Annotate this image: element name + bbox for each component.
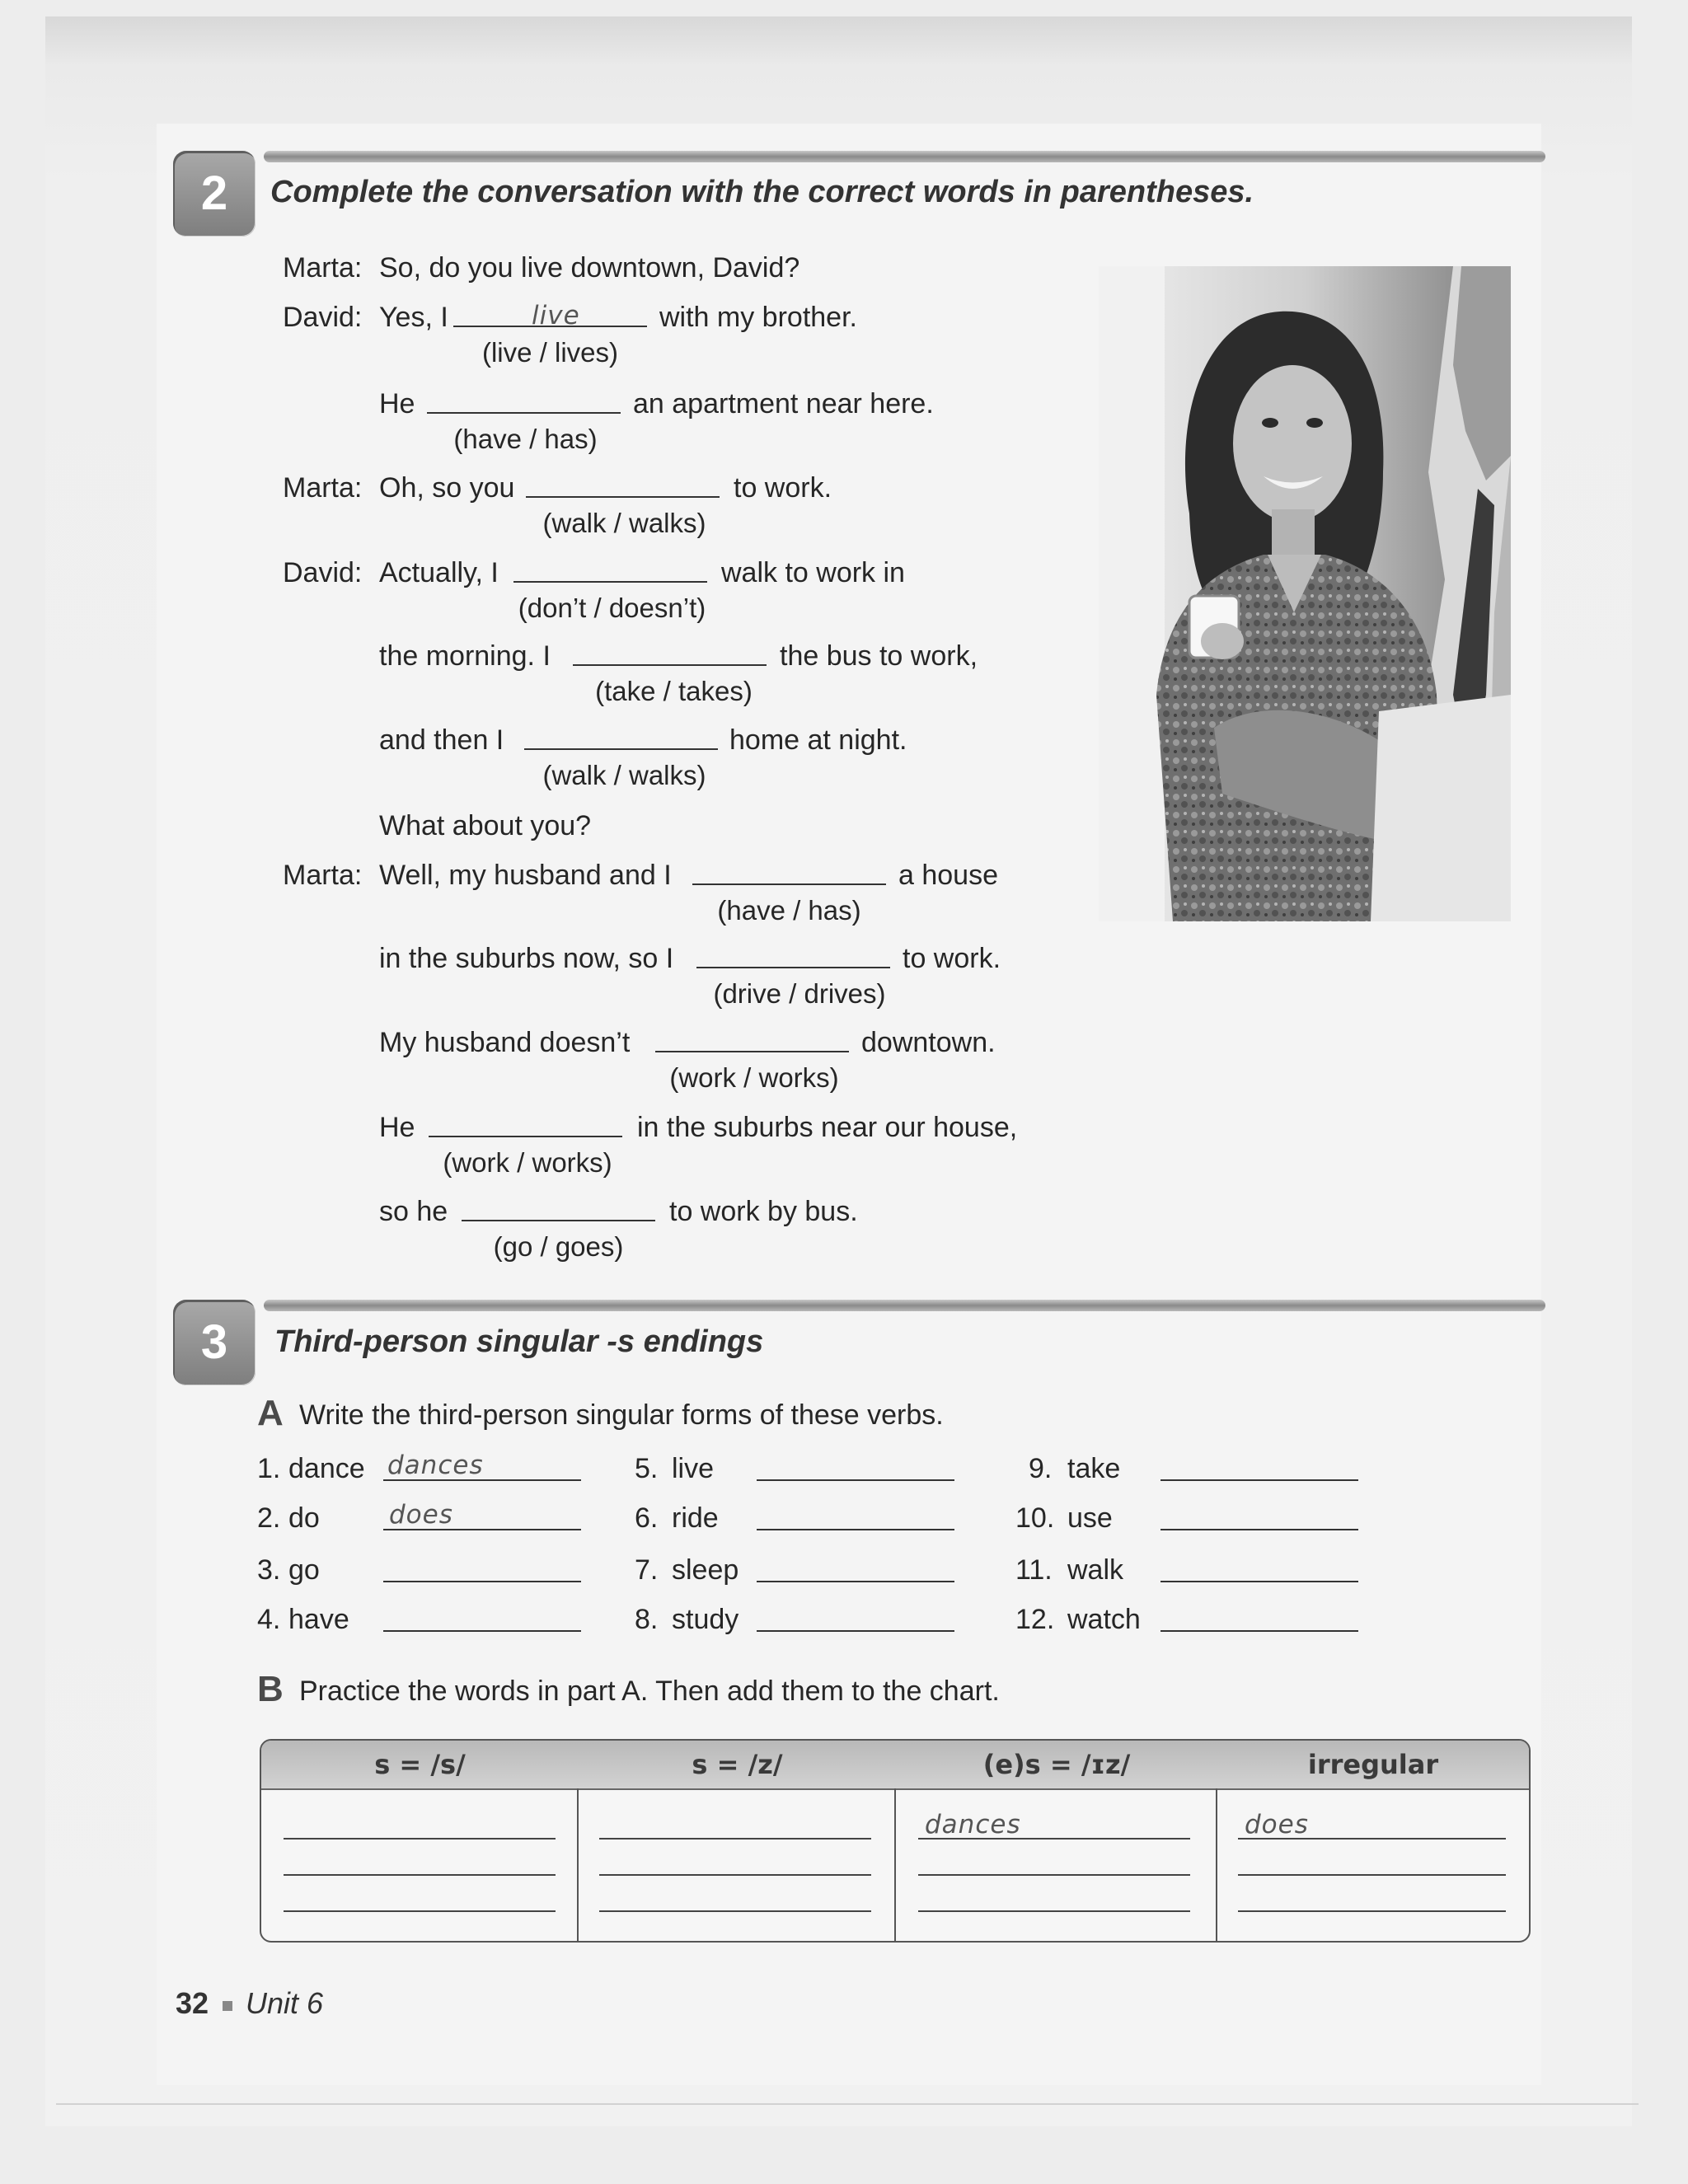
page-number: 32 — [176, 1986, 209, 2020]
choice-options: (live / lives) — [481, 337, 619, 368]
choice-options: (walk / walks) — [542, 760, 706, 790]
chart-column-header: s = /s/ — [374, 1749, 466, 1780]
line-text: Well, my husband and I — [379, 860, 672, 891]
verb-word: sleep — [672, 1554, 739, 1586]
line-text: Oh, so you — [379, 472, 515, 504]
section-3-title: Third-person singular -s endings — [274, 1324, 764, 1359]
speaker-label: David: — [283, 302, 363, 333]
verb-answer-blank[interactable] — [757, 1479, 954, 1481]
section-3-rule — [264, 1300, 1545, 1311]
verb-answer-blank[interactable] — [1160, 1529, 1358, 1530]
handwritten-chart-entry: dances — [925, 1810, 1021, 1840]
part-a-letter: A — [257, 1393, 284, 1433]
line-text: walk to work in — [721, 557, 905, 588]
line-text: downtown. — [861, 1027, 996, 1058]
handwritten-chart-entry: does — [1245, 1810, 1309, 1840]
chart-column-divider — [894, 1788, 896, 1941]
verb-word: take — [1067, 1453, 1121, 1484]
line-text: home at night. — [729, 724, 907, 756]
line-text: Yes, I — [379, 302, 448, 333]
verb-number: 5. — [635, 1453, 659, 1484]
chart-column-header: s = /z/ — [692, 1749, 783, 1780]
line-text: the bus to work, — [780, 640, 978, 672]
chart-column-header: irregular — [1307, 1749, 1439, 1780]
answer-blank[interactable] — [513, 581, 707, 583]
verb-word: have — [288, 1604, 349, 1635]
part-a-instruction: Write the third-person singular forms of these verbs. — [299, 1399, 944, 1431]
speaker-label: David: — [283, 557, 363, 588]
verb-number: 4. — [257, 1604, 281, 1635]
line-text: in the suburbs near our house, — [637, 1112, 1018, 1143]
verb-number: 10. — [1015, 1502, 1055, 1534]
line-text: in the suburbs now, so I — [379, 943, 674, 974]
pronunciation-chart — [260, 1739, 1531, 1943]
verb-answer-blank[interactable] — [383, 1581, 581, 1582]
verb-answer-blank[interactable] — [1160, 1581, 1358, 1582]
choice-options: (walk / walks) — [542, 508, 706, 538]
answer-blank[interactable] — [526, 496, 720, 498]
speaker-label: Marta: — [283, 252, 363, 284]
line-text: a house — [898, 860, 998, 891]
chart-column-divider — [1216, 1788, 1217, 1941]
verb-answer-blank[interactable] — [757, 1529, 954, 1530]
chart-answer-line[interactable] — [284, 1874, 556, 1876]
speaker-label: Marta: — [283, 472, 363, 504]
verb-answer-blank[interactable] — [383, 1630, 581, 1632]
verb-number: 3. — [257, 1554, 281, 1586]
verb-word: ride — [672, 1502, 719, 1534]
chart-column-divider — [577, 1788, 579, 1941]
answer-blank[interactable] — [462, 1220, 655, 1221]
line-text: What about you? — [379, 810, 592, 841]
chart-answer-line[interactable] — [284, 1910, 556, 1912]
choice-options: (go / goes) — [493, 1231, 624, 1262]
verb-word: study — [672, 1604, 739, 1635]
verb-answer-blank[interactable] — [1160, 1630, 1358, 1632]
line-text: He — [379, 1112, 415, 1143]
chart-answer-line[interactable] — [918, 1874, 1190, 1876]
verb-word: go — [288, 1554, 320, 1586]
line-text: to work by bus. — [669, 1196, 858, 1227]
line-text: with my brother. — [659, 302, 857, 333]
line-text: to work. — [903, 943, 1001, 974]
page-bottom-rule — [56, 2103, 1639, 2105]
verb-number: 2. — [257, 1502, 281, 1534]
footer-square-icon — [223, 2001, 232, 2011]
verb-answer-blank[interactable] — [757, 1630, 954, 1632]
verb-word: dance — [288, 1453, 365, 1484]
section-2-title: Complete the conversation with the correct words in parentheses. — [270, 175, 1254, 209]
choice-options: (have / has) — [453, 424, 598, 454]
chart-answer-line[interactable] — [1238, 1910, 1506, 1912]
verb-number: 9. — [1029, 1453, 1053, 1484]
chart-column-header: (e)s = /ɪz/ — [982, 1749, 1131, 1780]
verb-number: 6. — [635, 1502, 659, 1534]
photo-illustration — [1099, 266, 1511, 921]
choice-options: (don’t / doesn’t) — [518, 593, 706, 623]
line-text: Actually, I — [379, 557, 499, 588]
chart-answer-line[interactable] — [599, 1910, 871, 1912]
line-text: He — [379, 388, 415, 419]
line-text: so he — [379, 1196, 448, 1227]
verb-answer-blank[interactable] — [1160, 1479, 1358, 1481]
verb-number: 11. — [1015, 1554, 1053, 1586]
chart-answer-line[interactable] — [918, 1910, 1190, 1912]
choice-options: (work / works) — [669, 1062, 839, 1093]
unit-label: Unit 6 — [246, 1986, 324, 2020]
answer-blank[interactable] — [692, 883, 886, 885]
line-text: to work. — [734, 472, 832, 504]
woman-holding-cup-photo — [1099, 266, 1511, 921]
chart-answer-line[interactable] — [1238, 1874, 1506, 1876]
verb-number: 1. — [257, 1453, 281, 1484]
answer-blank[interactable] — [429, 1136, 622, 1137]
verb-number: 12. — [1015, 1604, 1055, 1635]
verb-answer-blank[interactable] — [757, 1581, 954, 1582]
section-2-rule — [264, 151, 1545, 162]
speaker-label: Marta: — [283, 860, 363, 891]
answer-blank[interactable] — [524, 748, 718, 750]
verb-word: live — [672, 1453, 715, 1484]
answer-blank[interactable] — [573, 664, 767, 666]
verb-word: use — [1067, 1502, 1113, 1534]
verb-number: 8. — [635, 1604, 659, 1635]
verb-word: do — [288, 1502, 320, 1534]
choice-options: (have / has) — [717, 895, 861, 926]
handwritten-answer: live — [532, 301, 580, 330]
verb-word: watch — [1067, 1604, 1141, 1635]
answer-blank[interactable] — [427, 412, 621, 414]
verb-number: 7. — [635, 1554, 659, 1586]
part-b-letter: B — [257, 1669, 284, 1709]
chart-answer-line[interactable] — [599, 1874, 871, 1876]
handwritten-answer: dances — [387, 1451, 484, 1480]
choice-options: (work / works) — [443, 1147, 612, 1178]
line-text: the morning. I — [379, 640, 551, 672]
chart-answer-line[interactable] — [599, 1838, 871, 1840]
chart-answer-line[interactable] — [284, 1838, 556, 1840]
line-text: and then I — [379, 724, 504, 756]
section-3-number: 3 — [173, 1300, 256, 1385]
line-text: an apartment near here. — [633, 388, 934, 419]
section-2-number: 2 — [173, 151, 256, 237]
verb-word: walk — [1067, 1554, 1124, 1586]
line-text: My husband doesn’t — [379, 1027, 631, 1058]
answer-blank[interactable] — [655, 1051, 849, 1052]
line-text: So, do you live downtown, David? — [379, 252, 800, 284]
choice-options: (take / takes) — [595, 676, 753, 706]
handwritten-answer: does — [389, 1500, 453, 1530]
answer-blank[interactable] — [696, 967, 890, 968]
part-b-instruction: Practice the words in part A. Then add them to the chart. — [299, 1675, 1000, 1707]
choice-options: (drive / drives) — [713, 978, 886, 1009]
